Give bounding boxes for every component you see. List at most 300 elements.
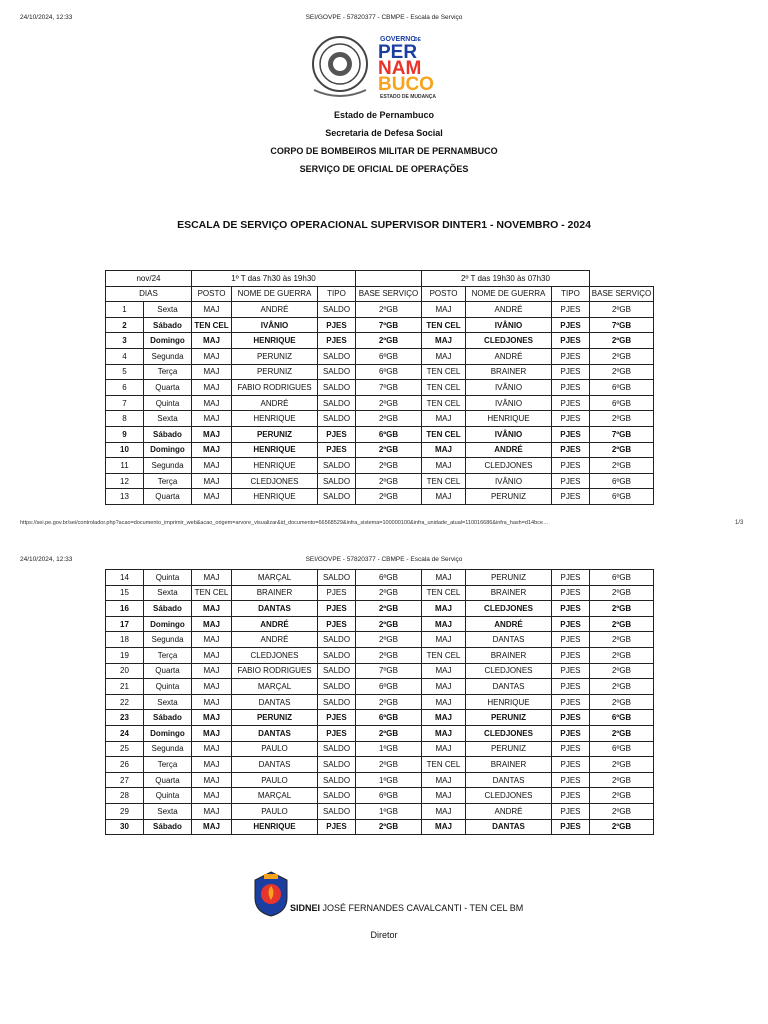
- print-url: https://sei.pe.gov.br/sei/controlador.php?acao=documento_imprimir_web&acao_origem=arvore_visualizar&id_documento=66568529&infra_sistema=100000100&infra_unidade_atual=110016686&infra_hash=d14bce…: [20, 520, 549, 526]
- cell-d: 26: [106, 757, 144, 773]
- table-row: [106, 725, 654, 741]
- cell-n1: HENRIQUE: [232, 489, 318, 505]
- table-row: [106, 585, 654, 601]
- table-row: [106, 788, 654, 804]
- cell-n2: IVÂNIO: [466, 426, 552, 442]
- cell-b2: 2ºGB: [590, 348, 654, 364]
- schedule-title: ESCALA DE SERVIÇO OPERACIONAL SUPERVISOR DINTER1 - NOVEMBRO - 2024: [177, 219, 591, 231]
- cell-d: 7: [106, 395, 144, 411]
- cell-p2: TEN CEL: [422, 757, 466, 773]
- cell-w: Sábado: [144, 426, 192, 442]
- cell-b2: 2ºGB: [590, 803, 654, 819]
- table-row: [106, 489, 654, 505]
- month-cell: nov/24: [106, 271, 192, 287]
- cell-n2: DANTAS: [466, 772, 552, 788]
- table-row: [106, 601, 654, 617]
- cell-n1: MARÇAL: [232, 570, 318, 586]
- cell-t1: PJES: [318, 710, 356, 726]
- cell-p1: MAJ: [192, 458, 232, 474]
- cell-b2: 2ºGB: [590, 333, 654, 349]
- cell-w: Terça: [144, 364, 192, 380]
- cell-b1: 2ºGB: [356, 601, 422, 617]
- cell-p1: TEN CEL: [192, 317, 232, 333]
- cell-t1: SALDO: [318, 741, 356, 757]
- col-base-1: BASE SERVIÇO: [356, 286, 422, 302]
- table-row: [106, 710, 654, 726]
- cell-d: 23: [106, 710, 144, 726]
- cell-p1: MAJ: [192, 616, 232, 632]
- document-headings: [0, 106, 768, 178]
- cell-p2: MAJ: [422, 632, 466, 648]
- table-row: [106, 772, 654, 788]
- table-row: [106, 663, 654, 679]
- table-row: [106, 364, 654, 380]
- cell-b1: 2ºGB: [356, 458, 422, 474]
- cell-t1: PJES: [318, 426, 356, 442]
- cell-t2: PJES: [552, 348, 590, 364]
- cell-p1: MAJ: [192, 395, 232, 411]
- cell-d: 1: [106, 302, 144, 318]
- cell-n1: ANDRÉ: [232, 616, 318, 632]
- cell-w: Sexta: [144, 694, 192, 710]
- table-row: [106, 411, 654, 427]
- cell-t2: PJES: [552, 741, 590, 757]
- cell-t1: SALDO: [318, 663, 356, 679]
- cell-t2: PJES: [552, 663, 590, 679]
- cell-d: 27: [106, 772, 144, 788]
- cell-w: Quarta: [144, 489, 192, 505]
- cell-n2: ANDRÉ: [466, 442, 552, 458]
- cell-d: 29: [106, 803, 144, 819]
- cell-t2: PJES: [552, 819, 590, 835]
- table-row: [106, 819, 654, 835]
- cell-b1: 6ºGB: [356, 788, 422, 804]
- cell-n1: PAULO: [232, 741, 318, 757]
- cell-w: Quarta: [144, 663, 192, 679]
- cell-t2: PJES: [552, 679, 590, 695]
- cell-b2: 6ºGB: [590, 570, 654, 586]
- cell-t1: SALDO: [318, 302, 356, 318]
- cell-t1: PJES: [318, 725, 356, 741]
- col-rank-2: POSTO: [422, 286, 466, 302]
- cell-b2: 6ºGB: [590, 473, 654, 489]
- cell-p2: MAJ: [422, 601, 466, 617]
- cell-d: 21: [106, 679, 144, 695]
- heading-secretariat: Secretaria de Defesa Social: [325, 128, 443, 138]
- cell-b1: 2ºGB: [356, 302, 422, 318]
- cell-n1: MARÇAL: [232, 679, 318, 695]
- cell-p2: TEN CEL: [422, 426, 466, 442]
- cell-b2: 6ºGB: [590, 380, 654, 396]
- cell-p2: MAJ: [422, 616, 466, 632]
- cell-d: 19: [106, 647, 144, 663]
- cell-b1: 1ºGB: [356, 772, 422, 788]
- cell-w: Sexta: [144, 803, 192, 819]
- cell-w: Sexta: [144, 411, 192, 427]
- cell-t1: SALDO: [318, 679, 356, 695]
- cell-n1: MARÇAL: [232, 788, 318, 804]
- cell-n1: DANTAS: [232, 601, 318, 617]
- cell-b1: 6ºGB: [356, 348, 422, 364]
- cell-n2: CLEDJONES: [466, 788, 552, 804]
- cell-p2: TEN CEL: [422, 364, 466, 380]
- cell-b2: 2ºGB: [590, 302, 654, 318]
- table-row: [106, 647, 654, 663]
- cell-b1: 2ºGB: [356, 694, 422, 710]
- cell-n1: PERUNIZ: [232, 710, 318, 726]
- cell-w: Sábado: [144, 710, 192, 726]
- cell-t2: PJES: [552, 442, 590, 458]
- cell-w: Sábado: [144, 601, 192, 617]
- cell-n1: CLEDJONES: [232, 473, 318, 489]
- cell-d: 24: [106, 725, 144, 741]
- cell-b2: 6ºGB: [590, 489, 654, 505]
- cell-n2: IVÂNIO: [466, 317, 552, 333]
- cell-t1: SALDO: [318, 458, 356, 474]
- cell-d: 17: [106, 616, 144, 632]
- cell-t1: PJES: [318, 333, 356, 349]
- cell-b1: 1ºGB: [356, 803, 422, 819]
- cell-p1: MAJ: [192, 473, 232, 489]
- cell-p2: MAJ: [422, 333, 466, 349]
- cell-b2: 2ºGB: [590, 411, 654, 427]
- coat-of-arms-icon: [310, 30, 470, 102]
- cell-d: 13: [106, 489, 144, 505]
- table-row: [106, 395, 654, 411]
- cell-d: 9: [106, 426, 144, 442]
- schedule-table-part1: [105, 270, 654, 505]
- cell-w: Terça: [144, 757, 192, 773]
- cell-n2: PERUNIZ: [466, 710, 552, 726]
- cell-t2: PJES: [552, 585, 590, 601]
- cell-n2: IVÂNIO: [466, 380, 552, 396]
- cell-n2: DANTAS: [466, 679, 552, 695]
- cell-p1: MAJ: [192, 710, 232, 726]
- cell-t1: PJES: [318, 317, 356, 333]
- cell-b1: 2ºGB: [356, 757, 422, 773]
- cell-t1: SALDO: [318, 489, 356, 505]
- cell-p1: MAJ: [192, 333, 232, 349]
- cell-p2: MAJ: [422, 679, 466, 695]
- cell-n1: DANTAS: [232, 757, 318, 773]
- shift1-header: 1º T das 7h30 às 19h30: [192, 271, 356, 287]
- cell-d: 16: [106, 601, 144, 617]
- cell-p1: MAJ: [192, 741, 232, 757]
- cell-t1: PJES: [318, 616, 356, 632]
- cell-b2: 2ºGB: [590, 632, 654, 648]
- cell-b2: 2ºGB: [590, 725, 654, 741]
- cell-d: 25: [106, 741, 144, 757]
- cell-t2: PJES: [552, 333, 590, 349]
- cell-b2: 6ºGB: [590, 395, 654, 411]
- cell-t1: SALDO: [318, 694, 356, 710]
- cell-n2: DANTAS: [466, 819, 552, 835]
- cell-p2: MAJ: [422, 694, 466, 710]
- cell-p2: MAJ: [422, 788, 466, 804]
- table-row: [106, 380, 654, 396]
- col-days: DIAS: [106, 286, 192, 302]
- cell-b2: 2ºGB: [590, 679, 654, 695]
- cell-b1: 7ºGB: [356, 317, 422, 333]
- cell-p1: MAJ: [192, 663, 232, 679]
- cell-p2: MAJ: [422, 819, 466, 835]
- cell-t2: PJES: [552, 694, 590, 710]
- cell-b1: 2ºGB: [356, 819, 422, 835]
- cell-n2: IVÂNIO: [466, 473, 552, 489]
- cell-w: Segunda: [144, 741, 192, 757]
- cell-t1: SALDO: [318, 632, 356, 648]
- cell-n1: PAULO: [232, 803, 318, 819]
- heading-service: SERVIÇO DE OFICIAL DE OPERAÇÕES: [299, 164, 469, 174]
- cell-t2: PJES: [552, 458, 590, 474]
- cell-n1: CLEDJONES: [232, 647, 318, 663]
- cell-t1: PJES: [318, 819, 356, 835]
- cell-t2: PJES: [552, 632, 590, 648]
- cell-w: Domingo: [144, 333, 192, 349]
- cell-p1: MAJ: [192, 411, 232, 427]
- cell-n2: ANDRÉ: [466, 348, 552, 364]
- cell-b2: 6ºGB: [590, 710, 654, 726]
- signatory-role: Diretor: [370, 930, 398, 940]
- cell-p1: MAJ: [192, 772, 232, 788]
- cell-b2: 2ºGB: [590, 585, 654, 601]
- cell-d: 15: [106, 585, 144, 601]
- cell-n1: ANDRÉ: [232, 632, 318, 648]
- cell-b2: 2ºGB: [590, 442, 654, 458]
- shift2-header: 2º T das 19h30 às 07h30: [422, 271, 590, 287]
- print-datetime-2: 24/10/2024, 12:33: [20, 556, 73, 563]
- cell-t2: PJES: [552, 411, 590, 427]
- cell-b2: 2ºGB: [590, 458, 654, 474]
- cell-b2: 7ºGB: [590, 317, 654, 333]
- cell-p1: MAJ: [192, 601, 232, 617]
- cell-p2: TEN CEL: [422, 647, 466, 663]
- cell-t2: PJES: [552, 570, 590, 586]
- cell-b1: 2ºGB: [356, 725, 422, 741]
- cell-t1: SALDO: [318, 380, 356, 396]
- cell-b2: 2ºGB: [590, 663, 654, 679]
- cell-t2: PJES: [552, 317, 590, 333]
- cell-w: Segunda: [144, 632, 192, 648]
- cell-p1: MAJ: [192, 679, 232, 695]
- cell-t2: PJES: [552, 601, 590, 617]
- cell-t2: PJES: [552, 710, 590, 726]
- cell-t2: PJES: [552, 788, 590, 804]
- cell-p1: MAJ: [192, 426, 232, 442]
- cell-w: Segunda: [144, 348, 192, 364]
- cell-n1: FABIO RODRIGUES: [232, 663, 318, 679]
- cell-n2: HENRIQUE: [466, 694, 552, 710]
- cell-n1: DANTAS: [232, 725, 318, 741]
- table-row: [106, 570, 654, 586]
- table-row: [106, 348, 654, 364]
- cell-t1: SALDO: [318, 411, 356, 427]
- cell-p2: MAJ: [422, 663, 466, 679]
- cell-p2: MAJ: [422, 302, 466, 318]
- cell-w: Sábado: [144, 317, 192, 333]
- cell-b2: 2ºGB: [590, 364, 654, 380]
- cell-p1: MAJ: [192, 788, 232, 804]
- cell-n2: CLEDJONES: [466, 663, 552, 679]
- cell-t1: PJES: [318, 585, 356, 601]
- cell-d: 22: [106, 694, 144, 710]
- print-doc-title: SEI/GOVPE - 57820377 - CBMPE - Escala de Serviço: [305, 14, 463, 21]
- cell-t2: PJES: [552, 395, 590, 411]
- cell-b1: 2ºGB: [356, 473, 422, 489]
- table-row: [106, 757, 654, 773]
- cell-b1: 6ºGB: [356, 679, 422, 695]
- table-header-columns: [106, 286, 654, 302]
- cell-n1: ANDRÉ: [232, 302, 318, 318]
- cell-p1: MAJ: [192, 694, 232, 710]
- col-type-1: TIPO: [318, 286, 356, 302]
- cell-b2: 2ºGB: [590, 819, 654, 835]
- cell-n2: HENRIQUE: [466, 411, 552, 427]
- cell-n2: CLEDJONES: [466, 333, 552, 349]
- cell-w: Quarta: [144, 772, 192, 788]
- cell-b1: 2ºGB: [356, 616, 422, 632]
- cell-t1: PJES: [318, 442, 356, 458]
- cell-b2: 6ºGB: [590, 741, 654, 757]
- heading-corps: CORPO DE BOMBEIROS MILITAR DE PERNAMBUCO: [270, 146, 498, 156]
- cell-n1: FABIO RODRIGUES: [232, 380, 318, 396]
- cell-w: Terça: [144, 473, 192, 489]
- col-name-1: NOME DE GUERRA: [232, 286, 318, 302]
- cell-d: 18: [106, 632, 144, 648]
- cell-p2: MAJ: [422, 772, 466, 788]
- cell-n2: ANDRÉ: [466, 803, 552, 819]
- cell-b2: 7ºGB: [590, 426, 654, 442]
- cell-n2: CLEDJONES: [466, 725, 552, 741]
- cell-n1: PERUNIZ: [232, 348, 318, 364]
- cell-b1: 7ºGB: [356, 380, 422, 396]
- table-row: [106, 333, 654, 349]
- cell-b1: 2ºGB: [356, 585, 422, 601]
- cell-n1: HENRIQUE: [232, 458, 318, 474]
- cell-n1: ANDRÉ: [232, 395, 318, 411]
- cell-p1: MAJ: [192, 803, 232, 819]
- cell-d: 28: [106, 788, 144, 804]
- cell-d: 20: [106, 663, 144, 679]
- cell-b1: 6ºGB: [356, 364, 422, 380]
- table-row: [106, 473, 654, 489]
- cell-t2: PJES: [552, 489, 590, 505]
- cell-d: 10: [106, 442, 144, 458]
- cell-b1: 2ºGB: [356, 442, 422, 458]
- cell-p1: MAJ: [192, 489, 232, 505]
- cell-t2: PJES: [552, 757, 590, 773]
- cell-p1: MAJ: [192, 632, 232, 648]
- table-row: [106, 694, 654, 710]
- cell-t1: SALDO: [318, 473, 356, 489]
- cell-w: Segunda: [144, 458, 192, 474]
- cell-p2: TEN CEL: [422, 395, 466, 411]
- svg-text:ESTADO DE MUDANÇA: ESTADO DE MUDANÇA: [380, 94, 437, 100]
- cell-w: Quinta: [144, 395, 192, 411]
- cell-w: Sexta: [144, 302, 192, 318]
- cell-n1: IVÂNIO: [232, 317, 318, 333]
- cell-n2: BRAINER: [466, 647, 552, 663]
- cell-n1: HENRIQUE: [232, 442, 318, 458]
- cell-d: 12: [106, 473, 144, 489]
- cell-n2: ANDRÉ: [466, 616, 552, 632]
- cell-p2: MAJ: [422, 489, 466, 505]
- cell-t2: PJES: [552, 647, 590, 663]
- cell-t2: PJES: [552, 380, 590, 396]
- cell-p1: MAJ: [192, 380, 232, 396]
- cell-t2: PJES: [552, 426, 590, 442]
- cell-w: Quinta: [144, 570, 192, 586]
- cell-n2: CLEDJONES: [466, 458, 552, 474]
- cell-t2: PJES: [552, 803, 590, 819]
- svg-text:GOVERNO: GOVERNO: [380, 36, 416, 43]
- cell-d: 6: [106, 380, 144, 396]
- cell-t2: PJES: [552, 302, 590, 318]
- cell-t1: SALDO: [318, 364, 356, 380]
- cell-w: Quinta: [144, 788, 192, 804]
- cell-n1: PAULO: [232, 772, 318, 788]
- cell-d: 8: [106, 411, 144, 427]
- cell-b2: 2ºGB: [590, 647, 654, 663]
- cell-n2: IVÂNIO: [466, 395, 552, 411]
- cell-t2: PJES: [552, 616, 590, 632]
- cell-t1: SALDO: [318, 788, 356, 804]
- cell-n2: PERUNIZ: [466, 741, 552, 757]
- cell-b1: 2ºGB: [356, 489, 422, 505]
- cell-t2: PJES: [552, 364, 590, 380]
- cell-t1: SALDO: [318, 570, 356, 586]
- cell-n1: DANTAS: [232, 694, 318, 710]
- cell-b1: 2ºGB: [356, 647, 422, 663]
- cell-t1: SALDO: [318, 348, 356, 364]
- cell-d: 2: [106, 317, 144, 333]
- cell-p2: MAJ: [422, 803, 466, 819]
- cell-t1: SALDO: [318, 772, 356, 788]
- cell-b1: 2ºGB: [356, 632, 422, 648]
- cell-p2: MAJ: [422, 411, 466, 427]
- cell-n2: ANDRÉ: [466, 302, 552, 318]
- cell-p2: TEN CEL: [422, 317, 466, 333]
- cell-n1: PERUNIZ: [232, 426, 318, 442]
- cell-p1: MAJ: [192, 647, 232, 663]
- cell-p2: MAJ: [422, 710, 466, 726]
- cell-t1: SALDO: [318, 395, 356, 411]
- col-rank-1: POSTO: [192, 286, 232, 302]
- svg-text:PER: PER: [378, 42, 418, 63]
- cell-b2: 2ºGB: [590, 616, 654, 632]
- cell-t2: PJES: [552, 473, 590, 489]
- cell-t2: PJES: [552, 772, 590, 788]
- cell-w: Domingo: [144, 616, 192, 632]
- cell-p2: MAJ: [422, 725, 466, 741]
- page-number: 1/3: [735, 520, 744, 526]
- cell-p2: MAJ: [422, 570, 466, 586]
- col-name-2: NOME DE GUERRA: [466, 286, 552, 302]
- cell-t1: PJES: [318, 601, 356, 617]
- cell-d: 11: [106, 458, 144, 474]
- table-row: [106, 426, 654, 442]
- signatory-name: SIDNEI JOSÉ FERNANDES CAVALCANTI - TEN CEL BM: [290, 903, 524, 913]
- cell-p1: MAJ: [192, 819, 232, 835]
- cell-t1: SALDO: [318, 803, 356, 819]
- table-row: [106, 803, 654, 819]
- cell-p2: MAJ: [422, 348, 466, 364]
- cell-n2: BRAINER: [466, 364, 552, 380]
- svg-text:BUCO: BUCO: [378, 74, 434, 95]
- cell-n1: HENRIQUE: [232, 411, 318, 427]
- cell-b1: 6ºGB: [356, 570, 422, 586]
- col-type-2: TIPO: [552, 286, 590, 302]
